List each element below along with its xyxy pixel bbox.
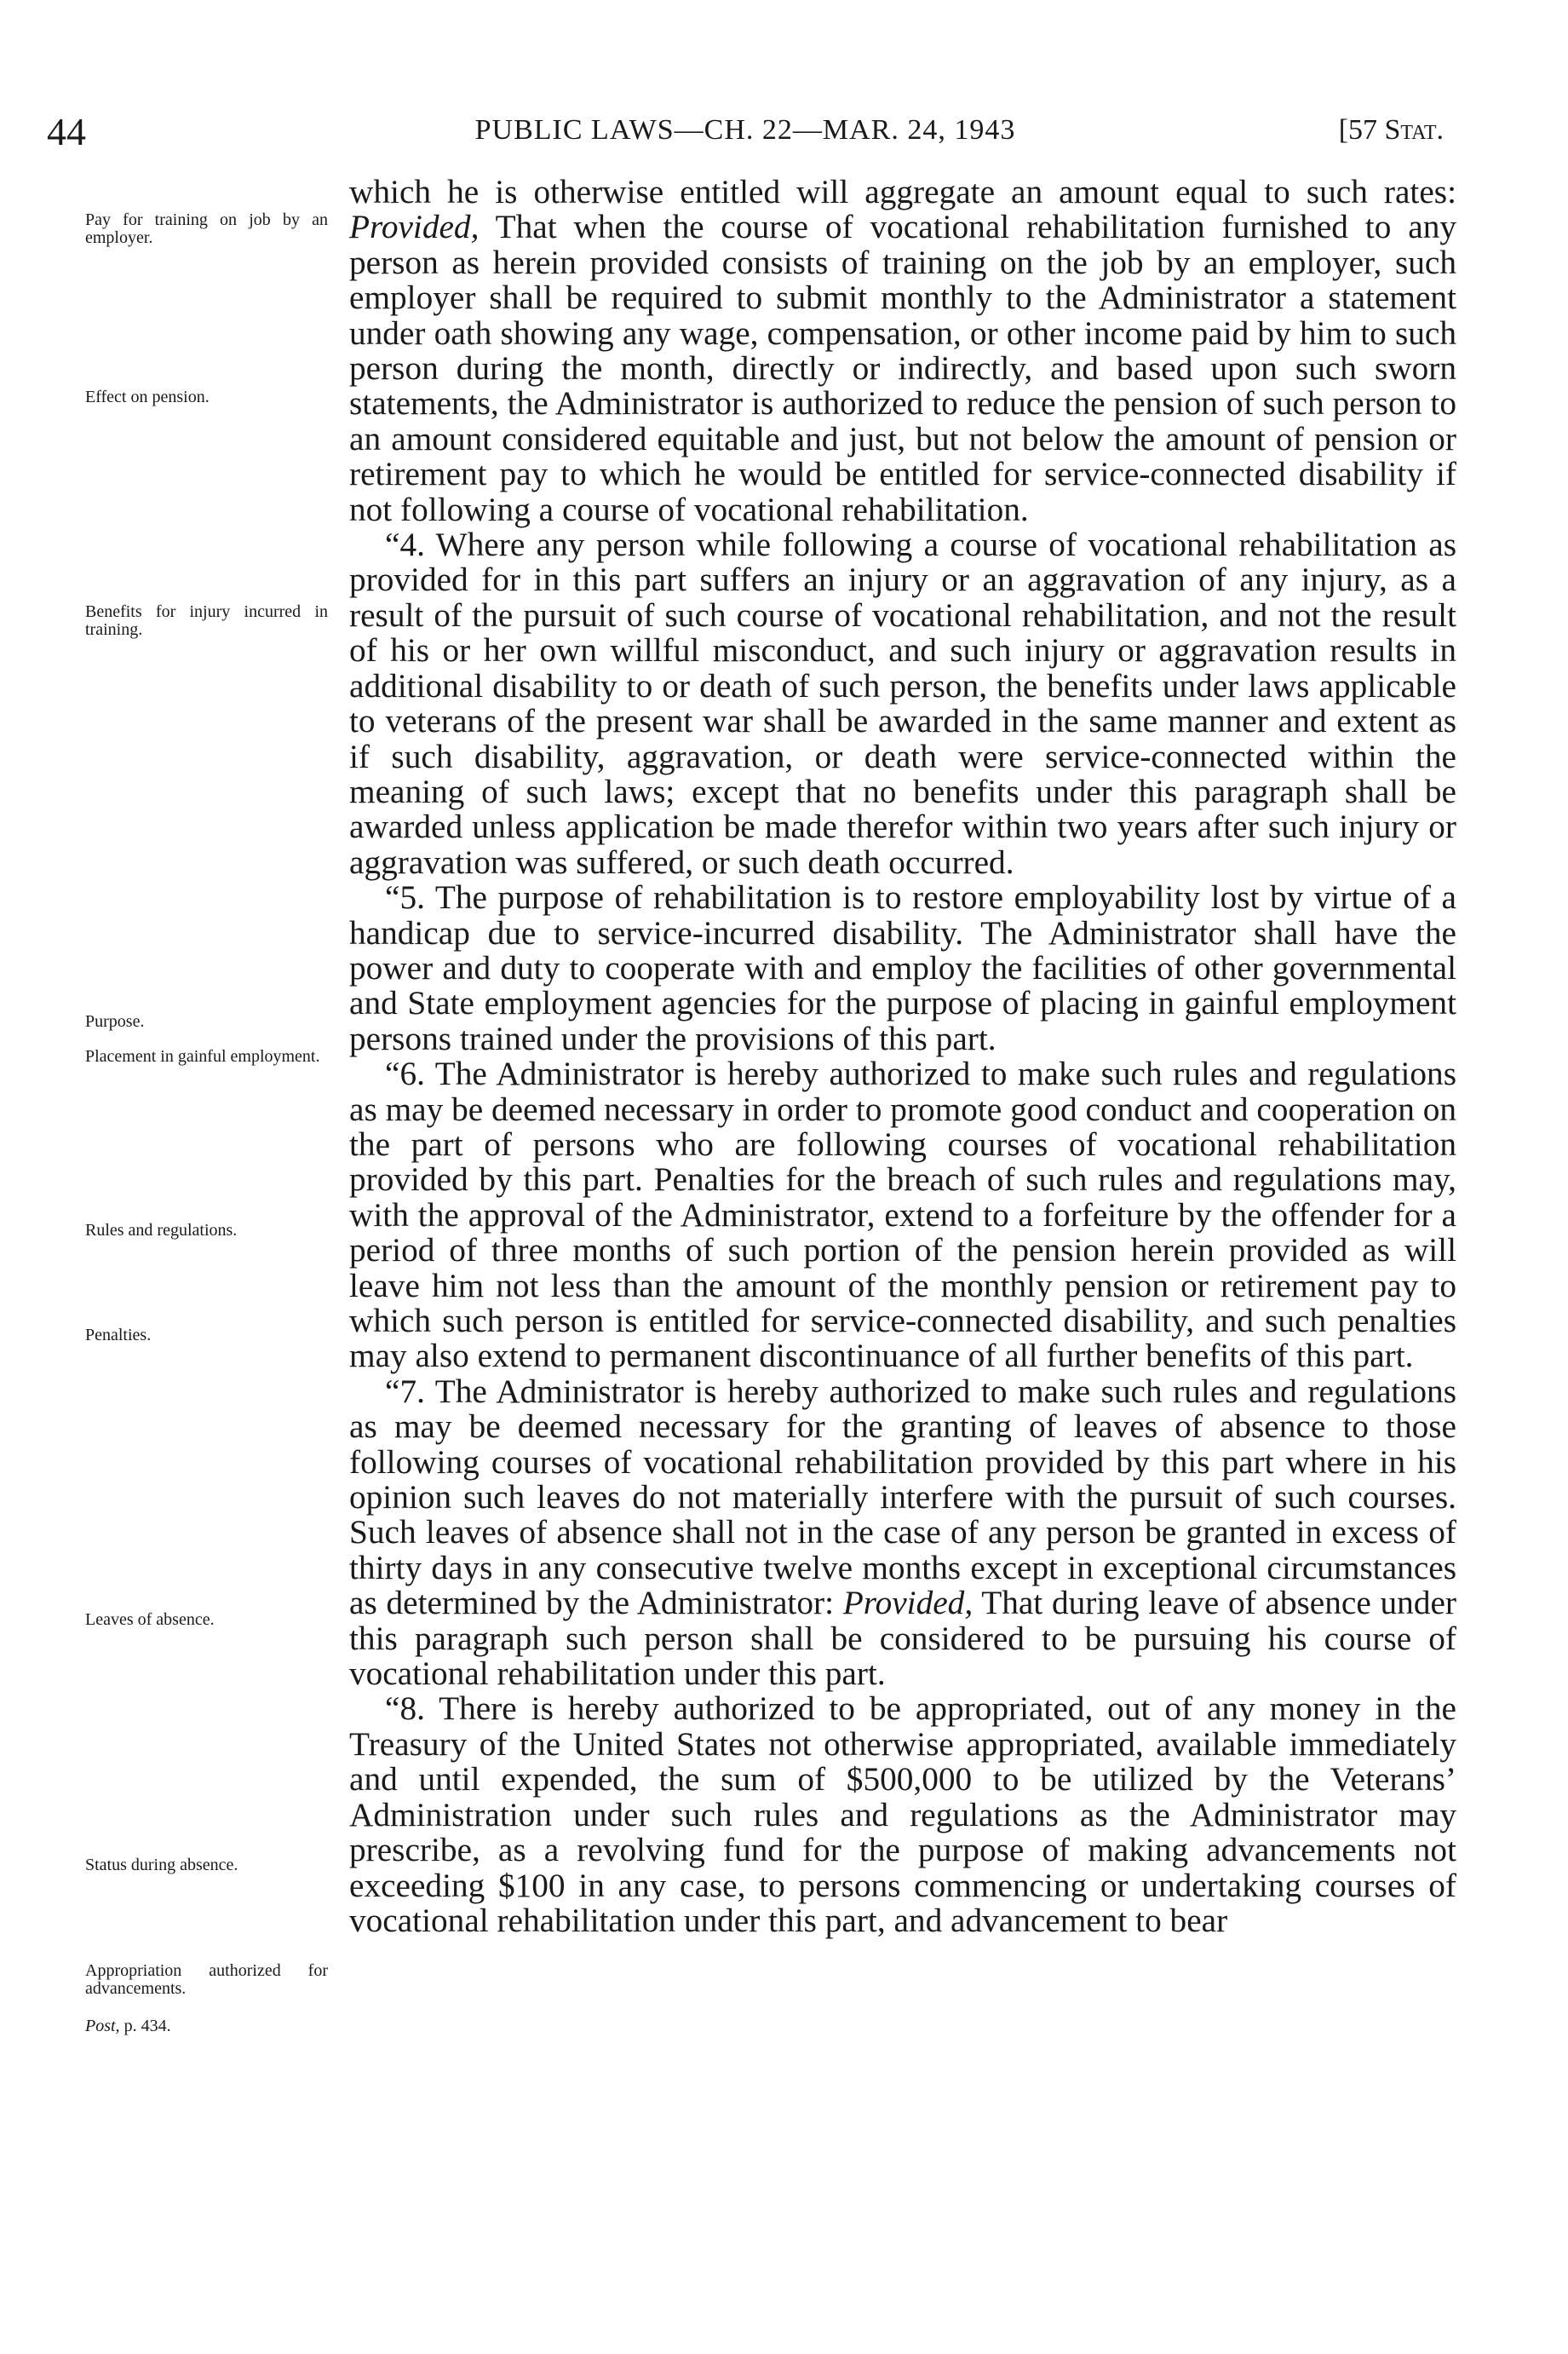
volume-reference-open: [57 xyxy=(1338,114,1385,146)
provided-italic: Provided, xyxy=(349,208,480,246)
paragraph-text: “7. The Administrator is hereby authorized to make such rules and regulations as may be deemed necessary for the granting of leaves of absence to those following courses of vocational rehabilitation provided by this part where in his opinion such leaves do not materially interfere with the pursuit of such courses. Such leaves of absence shall not in the case of any person be granted in excess of thirty days in any consecutive twelve months except in exceptional circumstances as determined by the Administrator: xyxy=(349,1372,1456,1622)
paragraph-text: That during leave of absence under this paragraph such person shall be considered to be pursuing his course of vocational rehabilitation under this part. xyxy=(349,1584,1456,1693)
margin-note-placement: Placement in gainful employment. xyxy=(85,1047,320,1066)
paragraph-5: “5. The purpose of rehabilitation is to restore employability lost by virtue of a handicap due to service-incurred disability. The Administrator shall have the power and duty to cooperate with and employ the facilities of other governmental and State employment agencies for the purpose of placing in gainful employment persons trained under the provisions of this part. xyxy=(349,878,1456,1057)
post-italic: Post, xyxy=(85,2017,120,2035)
margin-note-effect-pension: Effect on pension. xyxy=(85,388,210,406)
provided-italic: Provided, xyxy=(842,1584,974,1622)
volume-reference xyxy=(1339,114,1444,147)
paragraph-8: “8. There is hereby authorized to be appropriated, out of any money in the Treasury of the United States not otherwise appropriated, available immediately and until expended, the sum of $500,000 to be utilized by the Veterans’ Administration under such rules and regulations as the Administrator may prescribe, as a revolving fund for the purpose of making advancements not exceeding $100 in any case, to persons commencing or undertaking courses of vocational rehabilitation under this part, and advancement to bear xyxy=(349,1689,1456,1939)
paragraph-text: That when the course of vocational rehabilitation furnished to any person as herein provided consists of training on the job by an employer, such employer shall be required to submit monthly to the Administrator a statement under oath showing any wage, compensation, or other income paid by him to such person during the month, directly or indirectly, and based upon such sworn statements, the Administrator is authorized to reduce the pension of such person to an amount considered equitable and just, but not below the amount of pension or retirement pay to which he would be entitled for service-connected disability if not following a course of vocational rehabilitation. xyxy=(349,208,1456,528)
margin-note-pay-training: Pay for training on job by an employer. xyxy=(85,210,328,247)
margin-note-rules: Rules and regulations. xyxy=(85,1221,238,1240)
paragraph-7 xyxy=(349,1374,1456,1692)
volume-reference-stat: Stat. xyxy=(1384,114,1444,146)
running-title: PUBLIC LAWS—CH. 22—MAR. 24, 1943 xyxy=(474,114,1016,146)
margin-note-benefits-injury: Benefits for injury incurred in training. xyxy=(85,602,328,639)
margin-note-purpose: Purpose. xyxy=(85,1012,145,1031)
margin-note-leaves: Leaves of absence. xyxy=(85,1610,215,1629)
margin-note-status: Status during absence. xyxy=(85,1856,238,1874)
margin-note-appropriation: Appropriation authorized for advancements. xyxy=(85,1961,328,1998)
paragraph-6: “6. The Administrator is hereby authorized to make such rules and regulations as may be deemed necessary in order to promote good conduct and cooperation on the part of persons who are following courses of vocational rehabilitation provided by this part. Penalties for the breach of such rules and regulations may, with the approval of the Administrator, extend to a forfeiture by the offender for a period of three months of such portion of the pension herein provided as will leave him not less than the amount of the monthly pension or retirement pay to which such person is entitled for service-connected disability, and such penalties may also extend to permanent discontinuance of all further benefits of this part. xyxy=(349,1055,1456,1375)
margin-note-penalties: Penalties. xyxy=(85,1326,152,1344)
page-number: 44 xyxy=(47,110,86,153)
statute-body xyxy=(349,175,1456,1938)
paragraph-text: which he is otherwise entitled will aggregate an amount equal to such rates: xyxy=(349,173,1456,210)
paragraph-4: “4. Where any person while following a course of vocational rehabilitation as provided for in this part suffers an injury or an aggravation of any injury, as a result of the pursuit of such course of vocational rehabilitation, and not the result of his or her own willful misconduct, and such injury or aggravation results in additional disability to or death of such person, the benefits under laws applicable to veterans of the present war shall be awarded in the same manner and extent as if such disability, aggravation, or death were service-connected within the meaning of such laws; except that no benefits under this paragraph shall be awarded unless application be made therefor within two years after such injury or aggravation was suffered, or such death occurred. xyxy=(349,526,1456,881)
page-header xyxy=(47,109,1444,152)
post-page: p. 434. xyxy=(119,2017,171,2035)
paragraph-continuation xyxy=(349,175,1456,527)
margin-note-post-reference xyxy=(85,2017,328,2035)
